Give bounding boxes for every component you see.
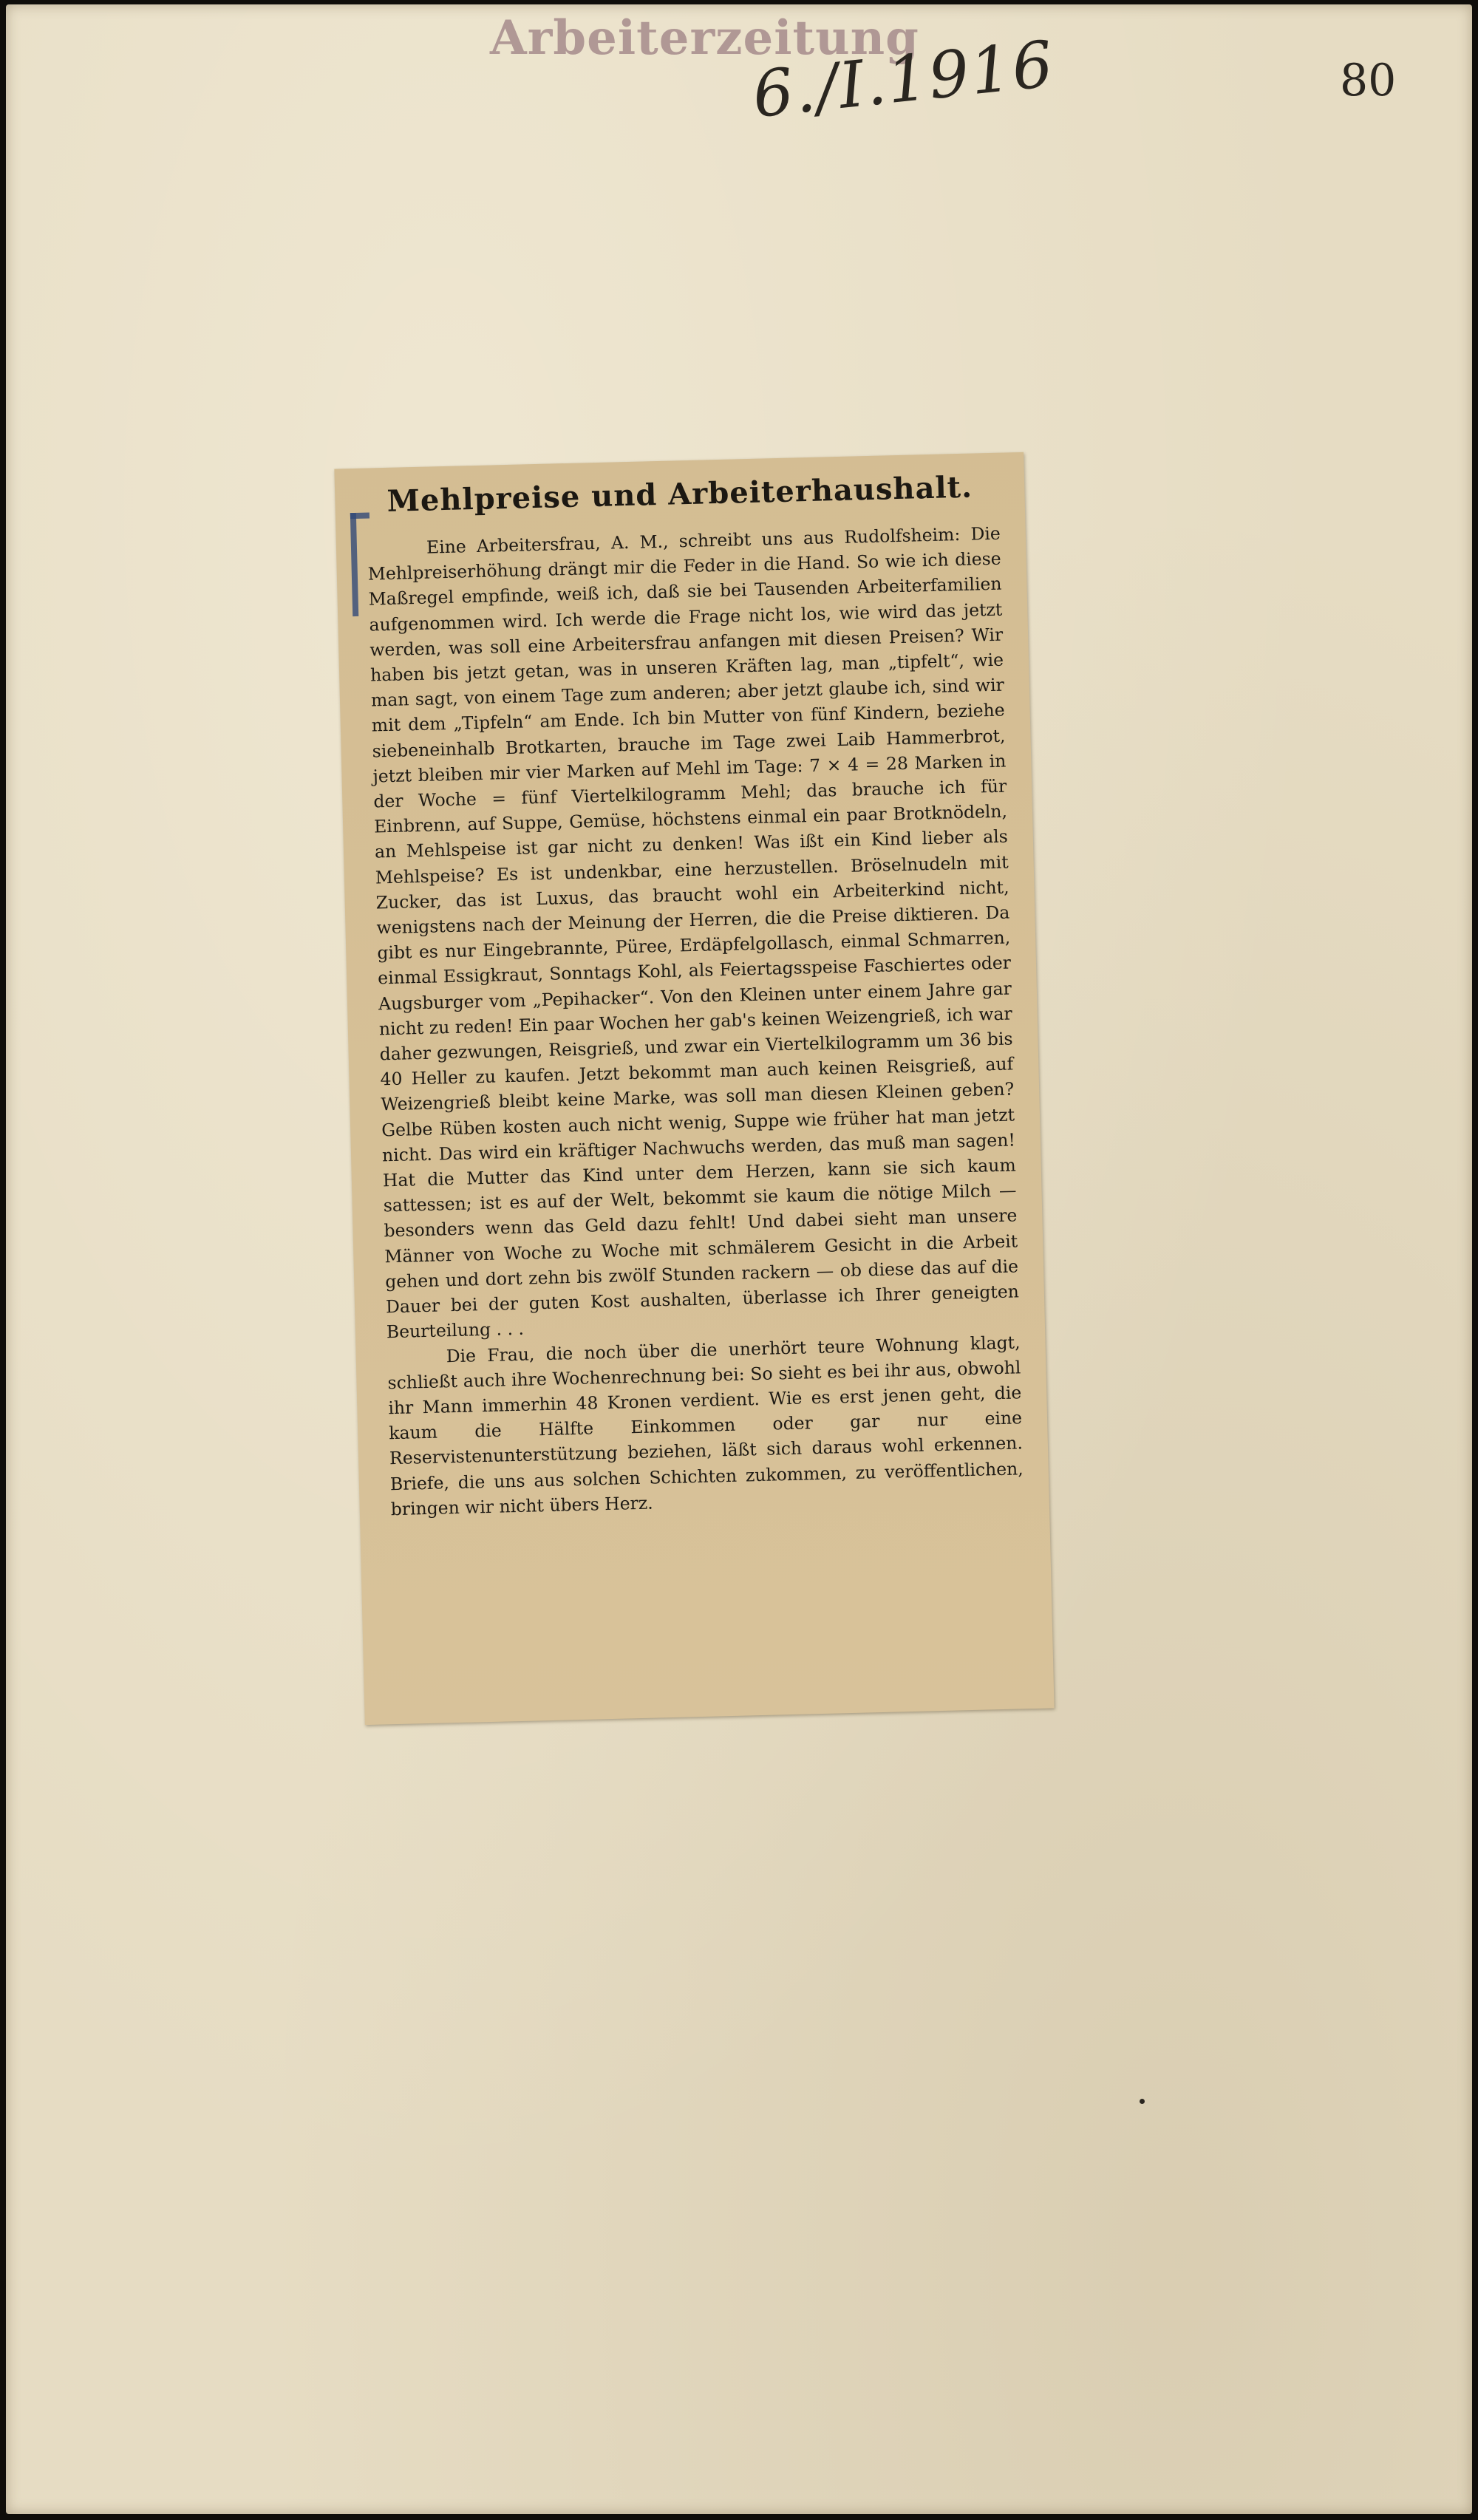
article-paragraph-2: Die Frau, die noch über die unerhört teure Wohnung klagt, schließt auch ihre Wochenrechnung bei: So sieht es bei ihr aus, obwohl ihr Mann immerhin 48 Kronen verdient. Wie es erst jenen geht, die kaum die Hälfte Einkommen oder gar nur eine Reservistenunterstützung beziehen, läßt sich daraus wohl erkennen. Briefe, die uns aus solchen Schichten zukommen, zu veröffentlichen, bringen wir nicht übers Herz. <box>387 1331 1024 1519</box>
page-number: 80 <box>1340 55 1397 106</box>
article-paragraph-1: Eine Arbeitersfrau, A. M., schreibt uns aus Rudolfsheim: Die Mehlpreiserhöhung drängt mir die Feder in die Hand. So wie ich diese Maßregel empfinde, weiß ich, daß sie bei Tausenden Arbeiterfamilien aufgenommen wird. Ich werde die Frage nicht los, wie wird das jetzt werden, was soll eine Arbeitersfrau anfangen mit diesen Preisen? Wir haben bis jetzt getan, was in unseren Kräften lag, man „tipfelt“, wie man sagt, von einem Tage zum anderen; aber jetzt glaube ich, sind wir mit dem „Tipfeln“ am Ende. Ich bin Mutter von fünf Kindern, beziehe siebeneinhalb Brotkarten, brauche im Tage zwei Laib Hammerbrot, jetzt bleiben mir vier Marken auf Mehl im Tage: 7 × 4 = 28 Marken in der Woche = fünf Viertelkilogramm Mehl; das brauche ich für Einbrenn, auf Suppe, Gemüse, höchstens einmal ein paar Brotknödeln, an Mehlspeise ist gar nicht zu denken! Was ißt ein Kind lieber als Mehlspeise? Es ist undenkbar, eine herzustellen. Bröselnudeln mit Zucker, das ist Luxus, das braucht wohl ein Arbeiterkind nicht, wenigstens nach der Meinung der Herren, die die Preise diktieren. Da gibt es nur Eingebrannte, Püree, Erdäpfelgollasch, einmal Schmarren, einmal Essigkraut, Sonntags Kohl, als Feiertagsspeise Faschiertes oder Augsburger vom „Pepihacker“. Von den Kleinen unter einem Jahre gar nicht zu reden! Ein paar Wochen her gab's keinen Weizengrieß, ich war daher gezwungen, Reisgrieß, und zwar ein Viertelkilogramm um 36 bis 40 Heller zu kaufen. Jetzt bekommt man auch keinen Reisgrieß, auf Weizengrieß bleibt keine Marke, was soll man diesen Kleinen geben? Gelbe Rüben kosten auch nicht wenig, Suppe wie früher hat man jetzt nicht. Das wird ein kräftiger Nachwuchs werden, das muß man sagen! Hat die Mutter das Kind unter dem Herzen, kann sie sich kaum sattessen; ist es auf der Welt, bekommt sie kaum die nötige Milch — besonders wenn das Geld dazu fehlt! Und dabei sieht man unsere Männer von Woche zu Woche mit schmälerem Gesicht in die Arbeit gehen und dort zehn bis zwölf Stunden rackern — ob diese das auf die Dauer bei der guten Kost aushalten, überlasse ich Ihrer geneigten Beurteilung . . . <box>367 522 1020 1343</box>
article-body <box>367 521 1024 1522</box>
ink-dot <box>1140 2099 1145 2104</box>
newspaper-stamp: Arbeiterzeitung <box>490 10 919 66</box>
blue-pencil-mark <box>350 513 358 616</box>
article-headline: Mehlpreise und Arbeiterhaushalt. <box>386 469 973 519</box>
archive-sheet <box>6 4 1472 2514</box>
handwritten-date: 6./I.1916 <box>749 27 1058 133</box>
newspaper-clipping <box>334 452 1054 1725</box>
